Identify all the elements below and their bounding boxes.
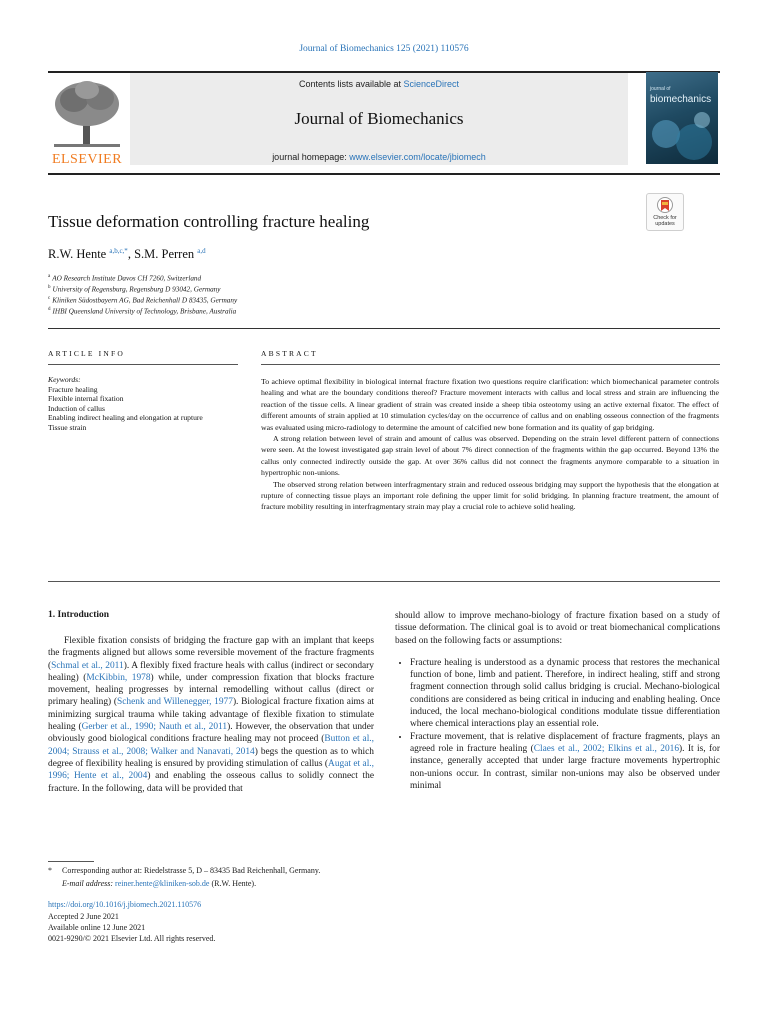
corresponding-author-note bbox=[48, 866, 320, 875]
abstract-paragraph-3: The observed strong relation between interfragmentary strain and reduced osseous bridging may support the hypothesis that the elongation at rupture of connecting tissue plays an important role defining the upper limit for solid bridging. In planning fracture treatment, the amount of fracture mobility resulting in interfragmentary strain may play a crucial role to achieve solid healing. bbox=[261, 479, 719, 512]
crossmark-line2: updates bbox=[655, 221, 675, 227]
affiliation-a bbox=[48, 274, 201, 282]
author-hente-affil-sup[interactable]: a,b,c,* bbox=[109, 247, 128, 255]
sciencedirect-link[interactable]: ScienceDirect bbox=[403, 79, 460, 89]
reference-link[interactable]: Augat et al., 1996; Hente et al., 2004 bbox=[48, 758, 374, 782]
affiliation-d-text: IHBI Queensland University of Technology, Brisbane, Australia bbox=[52, 307, 237, 316]
contents-prefix: Contents lists available at bbox=[298, 79, 404, 89]
author-separator: , bbox=[127, 247, 135, 262]
keyword-item[interactable]: Induction of callus bbox=[48, 403, 105, 413]
cover-small-text: journal of bbox=[650, 86, 671, 92]
intro-right-column bbox=[395, 610, 720, 792]
email-suffix: (R.W. Hente). bbox=[209, 879, 257, 888]
affiliation-a-text: AO Research Institute Davos CH 7260, Switzerland bbox=[52, 274, 202, 283]
journal-title: Journal of Biomechanics bbox=[294, 109, 464, 128]
keyword-item[interactable]: Enabling indirect healing and elongation at rupture bbox=[48, 413, 203, 423]
cover-title: biomechanics bbox=[650, 94, 712, 105]
email-note bbox=[48, 879, 256, 888]
journal-cover-thumbnail[interactable] bbox=[646, 72, 718, 164]
check-for-updates-button[interactable] bbox=[646, 193, 684, 231]
affiliation-c bbox=[48, 296, 237, 304]
author-perren: S.M. Perren bbox=[134, 247, 195, 262]
affiliation-a-sup: a bbox=[48, 274, 51, 279]
doi-line bbox=[48, 900, 201, 909]
keyword-item[interactable]: Fracture healing bbox=[48, 384, 98, 394]
intro-paragraph-1 bbox=[48, 635, 374, 795]
elsevier-logo[interactable] bbox=[48, 78, 126, 167]
affiliation-b-text: University of Regensburg, Regensburg D 93042, Germany bbox=[52, 285, 221, 294]
affiliation-c-sup: c bbox=[48, 296, 51, 301]
front-matter-rule bbox=[48, 328, 720, 329]
crossmark-label bbox=[647, 215, 683, 227]
reference-link[interactable]: Schmal et al., 2011 bbox=[51, 660, 124, 671]
email-label: E-mail address: bbox=[62, 879, 116, 888]
footnote-rule bbox=[48, 861, 94, 862]
intro-text: ) while, under compression fixation that blocks fracture movement, healing progresses by internal remodelling without callus (direct or primary healing) ( bbox=[48, 672, 374, 708]
affiliation-b-sup: b bbox=[48, 285, 51, 290]
homepage-line bbox=[130, 152, 628, 162]
abstract-heading: ABSTRACT bbox=[261, 349, 318, 358]
elsevier-wordmark: ELSEVIER bbox=[51, 152, 123, 167]
email-link[interactable]: reiner.hente@kliniken-sob.de bbox=[115, 879, 210, 888]
abstract-rule bbox=[261, 364, 720, 365]
affiliation-b bbox=[48, 285, 220, 293]
intro-text: Flexible fixation consists of bridging the fracture gap with an implant that keeps the fragments aligned but allows some reversible movement of the fracture fragments ( bbox=[48, 636, 374, 671]
article-title: Tissue deformation controlling fracture healing bbox=[48, 212, 370, 231]
accepted-date: Accepted 2 June 2021 bbox=[48, 912, 119, 921]
online-date: Available online 12 June 2021 bbox=[48, 923, 146, 932]
intro-text: ) begs the question as to which degree of flexibility healing is ensured by providing stimulation of callus ( bbox=[48, 746, 374, 769]
intro-left-column bbox=[48, 635, 374, 795]
list-item: • Fracture healing is understood as a dynamic process that restores the mechanical function of bone, limb and patient. Therefore, in indirect healing, stiff and strong fragment connection through solid callus bridging is crucial. Mechano-biological conditions are considered as being critical in inducing and enabling healing. Once induced, the local mechano-biological conditions modulate tissue differentiation where chemical interactions play an essential role. bbox=[410, 657, 720, 731]
doi-link[interactable]: https://doi.org/10.1016/j.jbiomech.2021.110576 bbox=[48, 900, 202, 909]
reference-link[interactable]: Claes et al., 2002; Elkins et al., 2016 bbox=[533, 743, 680, 754]
reference-link[interactable]: Button et al., 2004; Strauss et al., 2008; Walker and Nanavati, 2014 bbox=[48, 734, 374, 757]
article-info-rule bbox=[48, 364, 238, 365]
keyword-item[interactable]: Flexible internal fixation bbox=[48, 394, 124, 404]
intro-text: ). Biological fracture fixation aims at minimizing surgical trauma while taking advantage of flexible fixation to stimulate healing ( bbox=[48, 697, 375, 733]
abstract-paragraph-2: A strong relation between level of strain and amount of callus was observed. Depending on the strain level different pattern of connections were seen. At the lowest investigated gap strain level of about 7% direct connection of the fragments within the gap occurred. Beyond 13% the callus only connected indirectly outside the gap. At over 36% callus did not connect the fragments anymore comparable to a situation in hypertrophic non-unions. bbox=[261, 434, 719, 478]
journal-citation[interactable]: Journal of Biomechanics 125 (2021) 110576 bbox=[299, 44, 469, 54]
affiliation-d-sup: d bbox=[48, 307, 51, 312]
reference-link[interactable]: Schenk and Willenegger, 1977 bbox=[117, 697, 233, 708]
abstract-body bbox=[261, 376, 719, 513]
crossmark-icon bbox=[657, 197, 673, 215]
affiliation-c-text: Kliniken Südostbayern AG, Bad Reichenhall D 83435, Germany bbox=[52, 296, 238, 305]
corresponding-author-text: Corresponding author at: Riedelstrasse 5, D – 83435 Bad Reichenhall, Germany. bbox=[62, 866, 321, 875]
intro-text: ). A flexibly fixed fracture heals with callus (indirect or secondary healing) ( bbox=[48, 660, 374, 683]
keywords-block bbox=[48, 375, 228, 433]
reference-link[interactable]: Gerber et al., 1990; Nauth et al., 2011 bbox=[81, 722, 228, 733]
list-item bbox=[410, 731, 720, 792]
intro-text: ) and enabling the osseous callus to solidly connect the fracture. In the following, data will be provided that bbox=[48, 771, 374, 794]
elsevier-tree-icon bbox=[48, 78, 126, 150]
contents-line bbox=[130, 79, 628, 89]
journal-masthead bbox=[130, 73, 628, 165]
reference-link[interactable]: McKibbin, 1978 bbox=[86, 672, 151, 683]
keyword-item[interactable]: Tissue strain bbox=[48, 422, 87, 432]
abstract-bottom-rule bbox=[48, 581, 720, 582]
footnote-symbol: * bbox=[48, 866, 52, 875]
cover-artwork bbox=[646, 72, 718, 164]
assumptions-list bbox=[395, 657, 720, 792]
author-hente: R.W. Hente bbox=[48, 247, 107, 262]
copyright-line: 0021-9290/© 2021 Elsevier Ltd. All rights reserved. bbox=[48, 934, 216, 943]
author-list bbox=[48, 247, 206, 262]
abstract-paragraph-1: To achieve optimal flexibility in biological internal fracture fixation two questions require clarification: which biomechanical parameter controls healing and what are the boundary conditions thereof? Fracture movement interacts with callus and local stress and strain are influencing the reaction of the tissue cells. A linear gradient of strain was created inside a sheep tibia osteotomy using an active external fixator. The effect of different amounts of strain applied at 10 stimulation cycles/day on the occurrence of callus and on enabling osseous connection of the fragments was evaluated using micro-radiology to determine the amount of calcified new bone formation and its quality of gap bridging. bbox=[261, 377, 719, 432]
intro-right-paragraph: should allow to improve mechano-biology of fracture fixation based on a study of tissue deformation. The clinical goal is to avoid or treat biomechanical complications based on the following facts or assumptions: bbox=[395, 611, 720, 646]
affiliation-d bbox=[48, 307, 236, 315]
intro-text: ). However, the observation that under obviously good biological conditions fracture healing may not proceed ( bbox=[48, 722, 375, 745]
homepage-link[interactable]: www.elsevier.com/locate/jbiomech bbox=[349, 152, 486, 162]
list-item-text: ). It is, for instance, generally accepted that under large fracture movements hypertrophic non-unions occur. In contrast, similar non-unions may also be observed under minimal bbox=[410, 743, 720, 791]
crossmark-line1: Check for bbox=[653, 215, 677, 221]
keywords-label: Keywords: bbox=[48, 375, 81, 384]
article-info-heading: ARTICLE INFO bbox=[48, 349, 125, 358]
list-item-text: Fracture movement, that is relative displacement of fracture fragments, plays an agreed role in fracture healing ( bbox=[410, 731, 720, 754]
author-perren-affil-sup[interactable]: a,d bbox=[197, 247, 206, 255]
introduction-heading: 1. Introduction bbox=[48, 610, 110, 620]
header-bottom-rule bbox=[48, 173, 720, 175]
homepage-prefix: journal homepage: bbox=[272, 152, 350, 162]
